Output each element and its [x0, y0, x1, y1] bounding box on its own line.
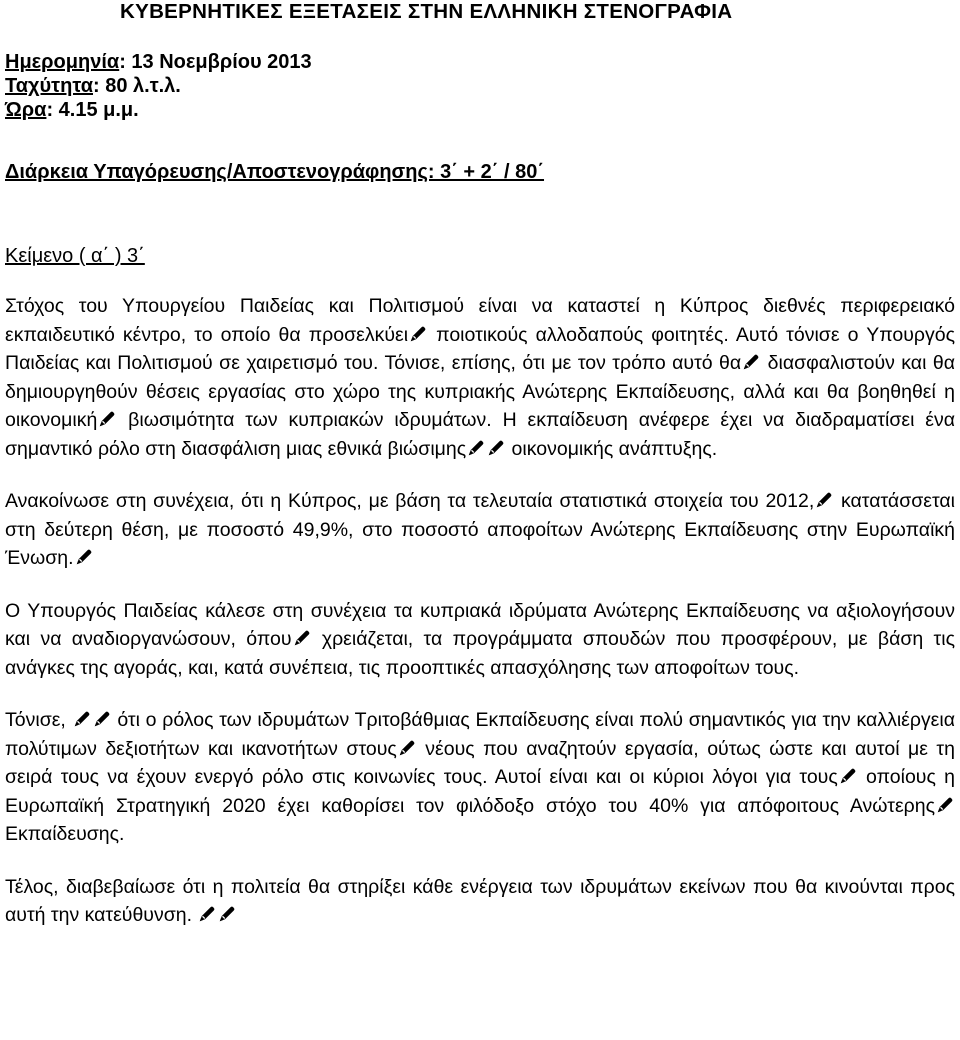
paragraph-text: οικονομικής ανάπτυξης.	[506, 437, 718, 460]
paragraph-text: Ο Υπουργός Παιδείας κάλεσε στη συνέχεια τα κυπριακά ιδρύματα Ανώτερης Εκπαίδευσης να αξιολογήσουν και να αναδιοργανώσουν, όπου	[5, 599, 955, 650]
pen-icon	[75, 548, 93, 566]
paragraph-text: Στόχος του Υπουργείου Παιδείας και Πολιτισμού είναι να καταστεί η Κύπρος διεθνές περιφερειακό εκπαιδευτικό κέντρο, το οποίο θα προσελκύει	[5, 295, 955, 346]
paragraph	[5, 487, 955, 573]
paragraph	[5, 292, 955, 463]
pen-icon	[398, 739, 416, 757]
paragraph-text: Τόνισε,	[5, 709, 72, 731]
paragraph-text: κατατάσσεται στη δεύτερη θέση, με ποσοστό 49,9%, στο ποσοστό αποφοίτων Ανώτερης Εκπαίδευσης στην Ευρωπαϊκή Ένωση.	[5, 490, 955, 569]
paragraph-text: Τέλος, διαβεβαίωσε ότι η πολιτεία θα στηρίξει κάθε ενέργεια των ιδρυμάτων εκείνων που θα κινούνται προς αυτή την κατεύθυνση.	[5, 875, 955, 926]
time-line	[5, 98, 312, 122]
document-page	[5, 0, 955, 1040]
document-title: ΚΥΒΕΡΝΗΤΙΚΕΣ ΕΞΕΤΑΣΕΙΣ ΣΤΗΝ ΕΛΛΗΝΙΚΗ ΣΤΕΝΟΓΡΑΦΙΑ	[120, 0, 733, 23]
paragraph	[5, 706, 955, 849]
paragraph-text: νέους που αναζητούν εργασία, ούτως ώστε και αυτοί με τη σειρά τους να έχουν ενεργό ρόλο στις κοινωνίες τους. Αυτοί είναι και οι κύριοι λόγοι για τους	[5, 737, 955, 788]
document-body	[5, 292, 955, 954]
pen-icon	[218, 905, 236, 923]
speed-line	[5, 74, 312, 98]
pen-icon	[409, 325, 427, 343]
pen-icon	[93, 710, 111, 728]
pen-icon	[815, 491, 833, 509]
date-value: : 13 Νοεμβρίου 2013	[119, 51, 312, 73]
date-label: Ημερομηνία	[5, 51, 120, 73]
paragraph-text: χρειάζεται, τα προγράμματα σπουδών που προσφέρουν, με βάση τις ανάγκες της αγοράς, και, κατά συνέπεια, τις προοπτικές απασχόλησης των αποφοίτων τους.	[5, 628, 955, 679]
paragraph-text: Ανακοίνωσε στη συνέχεια, ότι η Κύπρος, με βάση τα τελευταία στατιστικά στοιχεία του 2012,	[5, 490, 815, 512]
text-heading: Κείμενο ( α΄ ) 3΄	[5, 245, 145, 267]
pen-icon	[487, 439, 505, 457]
paragraph-text: ποιοτικούς αλλοδαπούς φοιτητές. Αυτό τόνισε ο Υπουργός Παιδείας και Πολιτισμού σε χαιρετισμό του. Τόνισε, επίσης, ότι με τον τρόπο αυτό θα	[5, 323, 955, 374]
pen-icon	[467, 439, 485, 457]
pen-icon	[936, 796, 954, 814]
paragraph-text: Εκπαίδευσης.	[5, 823, 125, 845]
date-line	[5, 50, 312, 74]
dictation-duration: Διάρκεια Υπαγόρευσης/Αποστενογράφησης: 3΄ + 2΄ / 80΄	[5, 161, 545, 183]
pen-icon	[293, 629, 311, 647]
exam-meta	[5, 50, 312, 122]
pen-icon	[98, 410, 116, 428]
pen-icon	[73, 710, 91, 728]
pen-icon	[198, 905, 216, 923]
paragraph-text: διασφαλιστούν και θα δημιουργηθούν θέσεις εργασίας στο χώρο της κυπριακής Ανώτερης Εκπαίδευσης, αλλά και θα βοηθηθεί η οικονομική	[5, 352, 955, 431]
paragraph-text: ότι ο ρόλος των ιδρυμάτων Τριτοβάθμιας Εκπαίδευσης είναι πολύ σημαντικός για την καλλιέργεια πολύτιμων δεξιοτήτων και ικανοτήτων στους	[5, 709, 955, 760]
paragraph	[5, 873, 955, 930]
time-value: : 4.15 μ.μ.	[46, 99, 139, 121]
pen-icon	[742, 353, 760, 371]
speed-label: Ταχύτητα	[5, 75, 93, 97]
paragraph-text: βιωσιμότητα των κυπριακών ιδρυμάτων. Η εκπαίδευση ανέφερε έχει να διαδραματίσει ένα σημαντικό ρόλο στη διασφάλιση μιας εθνικά βιώσιμης	[5, 409, 955, 460]
speed-value: : 80 λ.τ.λ.	[93, 75, 181, 97]
time-label: Ώρα	[5, 99, 47, 121]
paragraph	[5, 597, 955, 683]
pen-icon	[839, 767, 857, 785]
paragraph-text: οποίους η Ευρωπαϊκή Στρατηγική 2020 έχει καθορίσει τον φιλόδοξο στόχο του 40% για απόφοιτους Ανώτερης	[5, 766, 956, 817]
